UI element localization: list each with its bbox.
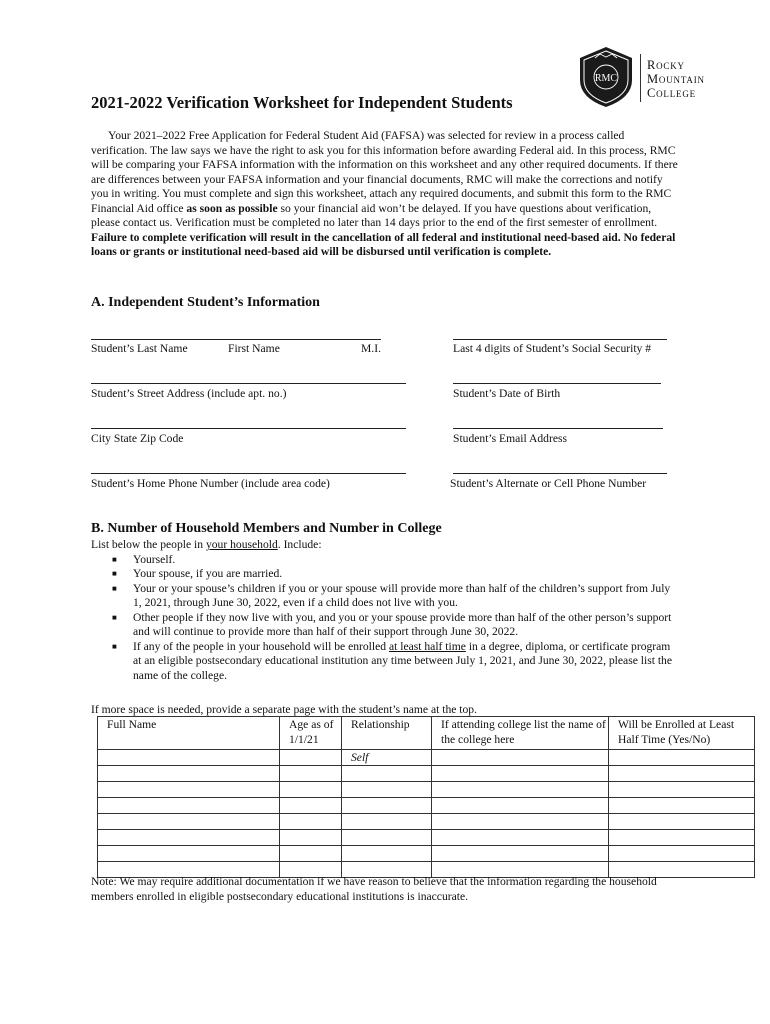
cell-age[interactable] <box>280 798 342 814</box>
list-item <box>112 552 681 568</box>
household-intro-end: . Include: <box>277 538 322 551</box>
name-field-line[interactable] <box>91 339 381 340</box>
table-row <box>98 846 755 862</box>
list-item-text-end: in a degree, diploma, or certificate program at an eligible postsecondary educational institution any time between July 1, 2021, and June 30, 2022, please list the name of the college. <box>133 639 672 682</box>
intro-bold-1: as soon as possible <box>186 201 278 215</box>
last-name-label: Student’s Last Name <box>91 342 188 355</box>
cell-half-time[interactable] <box>609 766 755 782</box>
email-label: Student’s Email Address <box>453 432 568 445</box>
cell-relationship[interactable] <box>342 830 432 846</box>
include-list <box>91 553 681 684</box>
section-b-heading: B. Number of Household Members and Number in College <box>91 521 442 536</box>
alt-phone-field-line[interactable] <box>453 473 667 474</box>
col-age: Age as of 1/1/21 <box>280 717 342 750</box>
table-note: Note: We may require additional documentation if we have reason to believe that the information regarding the household members enrolled in eligible postsecondary educational institutions is inaccurate. <box>91 875 657 903</box>
rmc-logo <box>577 46 732 112</box>
cell-name[interactable] <box>98 830 280 846</box>
logo-divider <box>640 54 641 102</box>
shield-emblem-icon <box>577 46 635 108</box>
col-half-time: Will be Enrolled at Least Half Time (Yes/No) <box>609 717 755 750</box>
intro-bold-2: Failure to complete verification will result in the cancellation of all federal and institutional need-based aid. No federal loans or grants or institutional need-based aid will be disbursed until verification is complete. <box>91 230 676 258</box>
cell-college[interactable] <box>432 766 609 782</box>
cell-relationship[interactable] <box>342 846 432 862</box>
dob-field-line[interactable] <box>453 383 661 384</box>
cell-relationship[interactable] <box>342 798 432 814</box>
bullet-icon: ■ <box>112 583 117 593</box>
cell-college[interactable] <box>432 846 609 862</box>
intro-text-2: so your financial aid won’t be delayed. If you have questions about verification, please contact us. Verification must be completed no later than 14 days prior to the end of the first semester of enrollment. <box>91 201 658 229</box>
logo-name-line-3: College <box>647 86 696 100</box>
self-label: Self <box>351 751 369 764</box>
list-item <box>112 581 681 611</box>
logo-name-line-2: Mountain <box>647 72 705 86</box>
cell-name[interactable] <box>98 846 280 862</box>
list-item-text: Your or your spouse’s children if you or your spouse will provide more than half of the children’s support from July 1, 2021, through June 30, 2022, even if a child does not live with you. <box>133 581 671 609</box>
table-row <box>98 830 755 846</box>
household-table <box>97 716 755 878</box>
emblem-text: RMC <box>594 73 618 84</box>
list-item <box>112 610 681 640</box>
section-a-heading: A. Independent Student’s Information <box>91 295 320 310</box>
alt-phone-label: Student’s Alternate or Cell Phone Number <box>450 477 647 490</box>
cell-college[interactable] <box>432 814 609 830</box>
city-label: City State Zip Code <box>91 432 184 445</box>
cell-name[interactable] <box>98 798 280 814</box>
first-name-label: First Name <box>228 342 280 355</box>
mi-label: M.I. <box>361 342 381 355</box>
table-row <box>98 750 755 766</box>
table-row <box>98 798 755 814</box>
address-field-line[interactable] <box>91 383 406 384</box>
cell-relationship[interactable] <box>342 814 432 830</box>
table-row <box>98 782 755 798</box>
cell-age[interactable] <box>280 830 342 846</box>
cell-half-time[interactable] <box>609 846 755 862</box>
cell-relationship[interactable] <box>342 766 432 782</box>
address-label: Student’s Street Address (include apt. no.) <box>91 387 287 400</box>
cell-half-time[interactable] <box>609 782 755 798</box>
household-intro-underline: your household <box>205 538 278 551</box>
cell-name[interactable] <box>98 814 280 830</box>
cell-half-time[interactable] <box>609 814 755 830</box>
cell-name[interactable] <box>98 766 280 782</box>
cell-age[interactable] <box>280 766 342 782</box>
cell-age[interactable] <box>280 846 342 862</box>
cell-college[interactable] <box>432 782 609 798</box>
cell-age[interactable] <box>280 750 342 766</box>
email-field-line[interactable] <box>453 428 663 429</box>
cell-college[interactable] <box>432 830 609 846</box>
section-b-body <box>91 538 681 683</box>
ssn-label: Last 4 digits of Student’s Social Security # <box>453 342 652 355</box>
list-item-text: If any of the people in your household will be enrolled <box>133 639 389 653</box>
cell-age[interactable] <box>280 782 342 798</box>
page-title: 2021-2022 Verification Worksheet for Independent Students <box>91 93 513 112</box>
logo-name-line-1: Rocky <box>647 58 685 72</box>
cell-half-time[interactable] <box>609 830 755 846</box>
household-intro-text: List below the people in <box>91 538 206 551</box>
home-phone-field-line[interactable] <box>91 473 406 474</box>
cell-name[interactable] <box>98 750 280 766</box>
list-item-text: Other people if they now live with you, and you or your spouse provide more than half of the other person’s support and will continue to provide more than half of their support through June 30, 2022. <box>133 610 672 638</box>
cell-college[interactable] <box>432 798 609 814</box>
dob-label: Student’s Date of Birth <box>453 387 561 400</box>
col-full-name: Full Name <box>98 717 280 750</box>
cell-age[interactable] <box>280 814 342 830</box>
table-row <box>98 814 755 830</box>
half-time-underline: at least half time <box>388 639 466 653</box>
bullet-icon: ■ <box>112 612 117 622</box>
ssn-field-line[interactable] <box>453 339 667 340</box>
list-item-text: Yourself. <box>133 552 176 566</box>
bullet-icon: ■ <box>112 641 117 651</box>
home-phone-label: Student’s Home Phone Number (include area code) <box>91 477 330 490</box>
intro-text-1: Your 2021–2022 Free Application for Federal Student Aid (FAFSA) was selected for review in a process called verification. The law says we have the right to ask you for this information before awarding Federal aid. In this process, RMC will be comparing your FAFSA information with the information on this worksheet and any other required documents. If there are differences between your FAFSA information and your financial documents, RMC will make the corrections and notify you in writing. You must complete and sign this worksheet, attach any required documents, and submit this form to the RMC Financial Aid office <box>91 129 678 215</box>
list-item <box>112 567 681 582</box>
cell-relationship[interactable] <box>342 782 432 798</box>
cell-half-time[interactable] <box>609 750 755 766</box>
col-college: If attending college list the name of the college here <box>432 717 609 750</box>
more-space-note: If more space is needed, provide a separate page with the student’s name at the top. <box>91 703 477 716</box>
intro-paragraph <box>91 129 681 260</box>
cell-relationship-self <box>342 750 432 766</box>
cell-college[interactable] <box>432 750 609 766</box>
household-intro <box>91 538 681 553</box>
col-relationship: Relationship <box>342 717 432 750</box>
table-row <box>98 766 755 782</box>
cell-name[interactable] <box>98 782 280 798</box>
cell-half-time[interactable] <box>609 798 755 814</box>
city-field-line[interactable] <box>91 428 406 429</box>
bullet-icon: ■ <box>112 569 117 578</box>
bullet-icon: ■ <box>112 554 117 564</box>
list-item-text: Your spouse, if you are married. <box>133 567 283 580</box>
list-item <box>112 639 681 684</box>
table-header-row <box>98 717 755 750</box>
